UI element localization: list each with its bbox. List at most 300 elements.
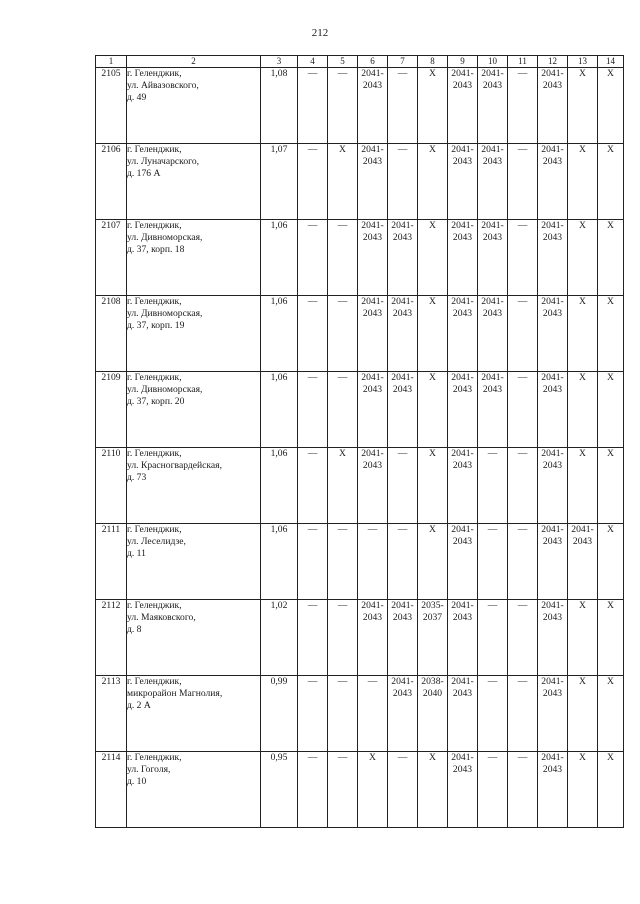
schedule-cell-col-14 [598, 600, 624, 676]
column-header: 11 [508, 56, 538, 68]
cell-text: 2043 [542, 156, 563, 167]
schedule-cell-col-14 [598, 676, 624, 752]
cell-text: X [579, 68, 586, 79]
cell-text: 2041- [451, 220, 474, 231]
cell-text: X [607, 372, 614, 383]
cell-text: 2041- [451, 676, 474, 687]
schedule-cell-col-5 [328, 372, 358, 448]
cell-text: X [429, 752, 436, 763]
cell-text: — [517, 144, 528, 155]
cell-text: 2041- [541, 372, 564, 383]
cell-text: 2043 [362, 80, 383, 91]
schedule-cell-col-10 [478, 600, 508, 676]
schedule-cell-col-5 [328, 524, 358, 600]
schedule-cell-col-4 [298, 296, 328, 372]
cell-text: — [487, 676, 498, 687]
address-cell [127, 752, 261, 828]
cell-text: 2043 [482, 384, 503, 395]
cell-text: 2041- [451, 68, 474, 79]
cell-text: 2041- [361, 448, 384, 459]
schedule-cell-col-13 [568, 600, 598, 676]
cell-text: 2043 [542, 764, 563, 775]
row-number-cell: 2109 [96, 372, 127, 448]
schedule-cell-col-11 [508, 676, 538, 752]
schedule-cell-col-12 [538, 68, 568, 144]
cell-text: X [429, 524, 436, 535]
cell-text: X [369, 752, 376, 763]
column-header: 6 [358, 56, 388, 68]
schedule-cell-col-4 [298, 372, 328, 448]
schedule-cell-col-14 [598, 68, 624, 144]
schedule-cell-col-4 [298, 524, 328, 600]
schedule-cell-col-7 [388, 448, 418, 524]
table-row [96, 68, 624, 144]
cell-text: X [429, 372, 436, 383]
cell-text: 2043 [362, 460, 383, 471]
schedule-cell-col-7 [388, 68, 418, 144]
cell-text: 2043 [572, 536, 593, 547]
cell-text: 2041- [391, 372, 414, 383]
address-line: ул. Дивноморская, [127, 308, 203, 319]
cell-text: — [487, 600, 498, 611]
address-line: г. Геленджик, [127, 752, 182, 763]
cell-text: X [579, 372, 586, 383]
schedule-cell-col-9 [448, 144, 478, 220]
schedule-cell-col-12 [538, 372, 568, 448]
value-cell: 1,06 [261, 448, 298, 524]
cell-text: 2041- [541, 220, 564, 231]
cell-text: 2040 [422, 688, 443, 699]
address-line: ул. Луначарского, [127, 156, 200, 167]
cell-text: 2041- [481, 220, 504, 231]
cell-text: — [397, 68, 408, 79]
schedule-cell-col-14 [598, 372, 624, 448]
schedule-cell-col-13 [568, 372, 598, 448]
cell-text: — [337, 752, 348, 763]
schedule-cell-col-12 [538, 752, 568, 828]
cell-text: — [307, 676, 318, 687]
address-cell [127, 68, 261, 144]
cell-text: — [337, 600, 348, 611]
schedule-cell-col-11 [508, 296, 538, 372]
schedule-cell-col-9 [448, 448, 478, 524]
cell-text: — [337, 524, 348, 535]
address-line: д. 73 [127, 472, 147, 483]
address-line: ул. Леселидзе, [127, 536, 186, 547]
schedule-cell-col-8 [418, 676, 448, 752]
cell-text: 2041- [361, 220, 384, 231]
schedule-cell-col-9 [448, 220, 478, 296]
schedule-cell-col-5 [328, 600, 358, 676]
address-line: г. Геленджик, [127, 372, 182, 383]
column-header: 13 [568, 56, 598, 68]
address-cell [127, 676, 261, 752]
cell-text: 2035- [421, 600, 444, 611]
cell-text: — [487, 752, 498, 763]
address-line: ул. Дивноморская, [127, 384, 203, 395]
schedule-cell-col-10 [478, 144, 508, 220]
cell-text: 2041- [451, 448, 474, 459]
schedule-cell-col-4 [298, 68, 328, 144]
cell-text: 2043 [362, 612, 383, 623]
schedule-cell-col-5 [328, 144, 358, 220]
cell-text: 2043 [362, 232, 383, 243]
schedule-cell-col-5 [328, 752, 358, 828]
schedule-cell-col-12 [538, 220, 568, 296]
column-header: 8 [418, 56, 448, 68]
table-row [96, 372, 624, 448]
schedule-cell-col-6 [358, 220, 388, 296]
cell-text: X [429, 296, 436, 307]
cell-text: 2041- [391, 676, 414, 687]
column-header: 12 [538, 56, 568, 68]
cell-text: — [337, 220, 348, 231]
cell-text: — [397, 448, 408, 459]
address-line: д. 10 [127, 776, 147, 787]
table-row [96, 220, 624, 296]
cell-text: 2041- [361, 296, 384, 307]
schedule-cell-col-9 [448, 600, 478, 676]
cell-text: — [517, 296, 528, 307]
cell-text: X [607, 676, 614, 687]
cell-text: 2043 [542, 384, 563, 395]
schedule-cell-col-5 [328, 220, 358, 296]
cell-text: 2043 [542, 536, 563, 547]
header-row [96, 56, 624, 68]
cell-text: 2041- [481, 372, 504, 383]
column-header: 7 [388, 56, 418, 68]
schedule-cell-col-10 [478, 752, 508, 828]
schedule-cell-col-11 [508, 752, 538, 828]
address-line: д. 37, корп. 19 [127, 320, 185, 331]
schedule-cell-col-9 [448, 752, 478, 828]
value-cell: 1,02 [261, 600, 298, 676]
cell-text: — [307, 524, 318, 535]
cell-text: 2041- [451, 524, 474, 535]
cell-text: 2043 [392, 308, 413, 319]
schedule-cell-col-7 [388, 752, 418, 828]
cell-text: — [307, 220, 318, 231]
cell-text: 2043 [542, 308, 563, 319]
column-header: 2 [127, 56, 261, 68]
schedule-cell-col-8 [418, 296, 448, 372]
cell-text: 2043 [452, 460, 473, 471]
cell-text: — [367, 676, 378, 687]
column-header: 1 [96, 56, 127, 68]
schedule-cell-col-13 [568, 524, 598, 600]
address-line: ул. Гоголя, [127, 764, 171, 775]
schedule-cell-col-10 [478, 676, 508, 752]
address-cell [127, 144, 261, 220]
address-cell [127, 372, 261, 448]
cell-text: — [397, 524, 408, 535]
cell-text: 2041- [361, 144, 384, 155]
cell-text: — [517, 372, 528, 383]
schedule-cell-col-9 [448, 68, 478, 144]
address-line: д. 8 [127, 624, 142, 635]
schedule-cell-col-10 [478, 296, 508, 372]
address-line: ул. Маяковского, [127, 612, 196, 623]
schedule-cell-col-4 [298, 448, 328, 524]
cell-text: — [367, 524, 378, 535]
schedule-cell-col-4 [298, 144, 328, 220]
schedule-cell-col-5 [328, 448, 358, 524]
column-header: 10 [478, 56, 508, 68]
address-line: д. 37, корп. 18 [127, 244, 185, 255]
cell-text: X [429, 220, 436, 231]
schedule-cell-col-14 [598, 296, 624, 372]
cell-text: 2037 [422, 612, 443, 623]
schedule-cell-col-12 [538, 524, 568, 600]
cell-text: 2043 [482, 80, 503, 91]
cell-text: — [307, 144, 318, 155]
cell-text: 2043 [482, 308, 503, 319]
schedule-cell-col-5 [328, 676, 358, 752]
cell-text: X [339, 144, 346, 155]
schedule-cell-col-11 [508, 144, 538, 220]
address-line: микрорайон Магнолия, [127, 688, 223, 699]
cell-text: 2041- [541, 752, 564, 763]
cell-text: 2043 [392, 384, 413, 395]
address-line: г. Геленджик, [127, 600, 182, 611]
address-cell [127, 220, 261, 296]
cell-text: — [517, 600, 528, 611]
cell-text: 2041- [481, 68, 504, 79]
address-cell [127, 524, 261, 600]
cell-text: 2043 [482, 156, 503, 167]
cell-text: 2043 [482, 232, 503, 243]
schedule-cell-col-5 [328, 68, 358, 144]
row-number-cell: 2114 [96, 752, 127, 828]
address-line: г. Геленджик, [127, 448, 182, 459]
cell-text: 2041- [541, 600, 564, 611]
row-number-cell: 2112 [96, 600, 127, 676]
row-number-cell: 2111 [96, 524, 127, 600]
schedule-table [95, 55, 624, 828]
cell-text: — [307, 752, 318, 763]
value-cell: 0,95 [261, 752, 298, 828]
schedule-cell-col-13 [568, 448, 598, 524]
cell-text: 2043 [542, 80, 563, 91]
schedule-cell-col-8 [418, 144, 448, 220]
cell-text: X [607, 144, 614, 155]
schedule-cell-col-9 [448, 524, 478, 600]
cell-text: X [429, 68, 436, 79]
schedule-cell-col-11 [508, 372, 538, 448]
cell-text: 2043 [362, 156, 383, 167]
schedule-cell-col-4 [298, 752, 328, 828]
schedule-cell-col-10 [478, 68, 508, 144]
cell-text: 2043 [392, 612, 413, 623]
schedule-cell-col-12 [538, 296, 568, 372]
cell-text: 2041- [541, 676, 564, 687]
cell-text: 2041- [451, 144, 474, 155]
value-cell: 1,06 [261, 296, 298, 372]
schedule-cell-col-4 [298, 220, 328, 296]
table-row [96, 296, 624, 372]
cell-text: — [307, 68, 318, 79]
cell-text: 2041- [361, 372, 384, 383]
cell-text: — [337, 68, 348, 79]
column-header: 3 [261, 56, 298, 68]
schedule-cell-col-14 [598, 524, 624, 600]
cell-text: 2041- [541, 524, 564, 535]
schedule-cell-col-6 [358, 372, 388, 448]
address-line: г. Геленджик, [127, 524, 182, 535]
cell-text: 2041- [451, 752, 474, 763]
cell-text: 2043 [452, 308, 473, 319]
cell-text: 2041- [451, 600, 474, 611]
cell-text: 2041- [481, 296, 504, 307]
row-number-cell: 2107 [96, 220, 127, 296]
schedule-cell-col-9 [448, 296, 478, 372]
cell-text: X [579, 600, 586, 611]
cell-text: X [579, 144, 586, 155]
table-row [96, 676, 624, 752]
schedule-cell-col-7 [388, 676, 418, 752]
cell-text: X [579, 296, 586, 307]
cell-text: — [517, 524, 528, 535]
row-number-cell: 2106 [96, 144, 127, 220]
cell-text: 2043 [452, 612, 473, 623]
column-header: 9 [448, 56, 478, 68]
address-line: д. 2 А [127, 700, 151, 711]
cell-text: 2041- [451, 372, 474, 383]
cell-text: 2043 [452, 232, 473, 243]
cell-text: 2043 [392, 232, 413, 243]
table-row [96, 600, 624, 676]
schedule-cell-col-12 [538, 600, 568, 676]
schedule-cell-col-6 [358, 68, 388, 144]
row-number-cell: 2110 [96, 448, 127, 524]
cell-text: 2041- [571, 524, 594, 535]
cell-text: 2043 [542, 232, 563, 243]
schedule-cell-col-6 [358, 296, 388, 372]
cell-text: — [517, 752, 528, 763]
cell-text: 2041- [361, 600, 384, 611]
cell-text: 2041- [541, 144, 564, 155]
cell-text: 2041- [541, 68, 564, 79]
address-line: г. Геленджик, [127, 220, 182, 231]
address-line: д. 176 А [127, 168, 161, 179]
value-cell: 1,07 [261, 144, 298, 220]
cell-text: X [607, 600, 614, 611]
row-number-cell: 2113 [96, 676, 127, 752]
address-line: д. 49 [127, 92, 147, 103]
schedule-cell-col-11 [508, 600, 538, 676]
cell-text: X [607, 448, 614, 459]
schedule-cell-col-11 [508, 220, 538, 296]
schedule-cell-col-13 [568, 220, 598, 296]
cell-text: 2041- [391, 296, 414, 307]
cell-text: X [579, 676, 586, 687]
cell-text: 2041- [391, 220, 414, 231]
cell-text: 2043 [362, 308, 383, 319]
cell-text: 2043 [392, 688, 413, 699]
cell-text: — [307, 372, 318, 383]
schedule-cell-col-8 [418, 600, 448, 676]
schedule-cell-col-14 [598, 448, 624, 524]
cell-text: — [517, 676, 528, 687]
value-cell: 1,06 [261, 524, 298, 600]
cell-text: X [607, 752, 614, 763]
cell-text: X [607, 524, 614, 535]
schedule-cell-col-4 [298, 676, 328, 752]
row-number-cell: 2108 [96, 296, 127, 372]
cell-text: 2038- [421, 676, 444, 687]
schedule-cell-col-10 [478, 448, 508, 524]
address-cell [127, 296, 261, 372]
cell-text: — [517, 448, 528, 459]
schedule-cell-col-12 [538, 448, 568, 524]
address-line: ул. Дивноморская, [127, 232, 203, 243]
schedule-cell-col-7 [388, 524, 418, 600]
cell-text: X [607, 296, 614, 307]
cell-text: X [579, 220, 586, 231]
schedule-cell-col-8 [418, 524, 448, 600]
cell-text: — [337, 372, 348, 383]
schedule-cell-col-10 [478, 524, 508, 600]
schedule-cell-col-7 [388, 600, 418, 676]
value-cell: 1,06 [261, 220, 298, 296]
schedule-cell-col-6 [358, 600, 388, 676]
schedule-cell-col-10 [478, 372, 508, 448]
schedule-cell-col-14 [598, 220, 624, 296]
cell-text: 2043 [362, 384, 383, 395]
address-line: г. Геленджик, [127, 144, 182, 155]
cell-text: 2041- [481, 144, 504, 155]
value-cell: 1,08 [261, 68, 298, 144]
schedule-cell-col-7 [388, 144, 418, 220]
cell-text: 2041- [541, 296, 564, 307]
schedule-cell-col-5 [328, 296, 358, 372]
table-row [96, 448, 624, 524]
cell-text: X [429, 144, 436, 155]
schedule-cell-col-6 [358, 448, 388, 524]
cell-text: — [397, 144, 408, 155]
schedule-cell-col-13 [568, 144, 598, 220]
schedule-cell-col-6 [358, 676, 388, 752]
column-header: 5 [328, 56, 358, 68]
cell-text: 2043 [452, 80, 473, 91]
schedule-cell-col-11 [508, 68, 538, 144]
schedule-cell-col-13 [568, 296, 598, 372]
cell-text: — [487, 524, 498, 535]
address-line: ул. Айвазовского, [127, 80, 199, 91]
schedule-cell-col-8 [418, 448, 448, 524]
cell-text: — [487, 448, 498, 459]
address-line: ул. Красногвардейская, [127, 460, 222, 471]
cell-text: — [397, 752, 408, 763]
value-cell: 0,99 [261, 676, 298, 752]
schedule-cell-col-14 [598, 144, 624, 220]
schedule-cell-col-14 [598, 752, 624, 828]
schedule-cell-col-9 [448, 676, 478, 752]
table-row [96, 524, 624, 600]
table-row [96, 752, 624, 828]
schedule-cell-col-11 [508, 448, 538, 524]
schedule-cell-col-8 [418, 372, 448, 448]
schedule-cell-col-7 [388, 372, 418, 448]
address-cell [127, 448, 261, 524]
row-number-cell: 2105 [96, 68, 127, 144]
address-line: д. 37, корп. 20 [127, 396, 185, 407]
cell-text: 2043 [452, 688, 473, 699]
address-line: г. Геленджик, [127, 676, 182, 687]
cell-text: 2043 [542, 460, 563, 471]
cell-text: 2043 [542, 612, 563, 623]
schedule-cell-col-13 [568, 676, 598, 752]
